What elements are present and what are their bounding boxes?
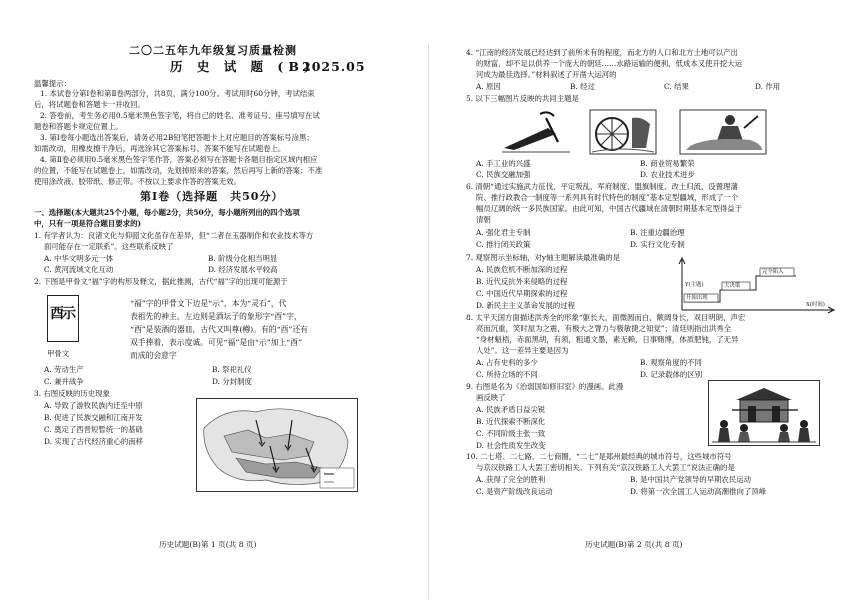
notice-title: 温馨提示： [34,79,71,88]
q2-stem: 2. 下图是甲骨文“福”字的构形及释文，据此推测，古代“福”字的出现可能源于 [34,277,288,286]
q7-axis-y-label: Y(主题) [685,282,704,288]
q10-option-d[interactable]: D. 将第一次全国工人运动高潮推向了顶峰 [630,487,767,496]
q6-stem: 幅员辽阔的统一多民族国家。由此可知，中国古代疆域在清朝时期基本定型得益于 [476,204,743,213]
notice-line: 3. 第Ⅰ卷每小题选出答案后，请务必用2B铅笔把答题卡上对应题目的答案标号涂黑； [40,133,314,142]
q8-option-d[interactable]: D. 记录载体的区别 [640,370,703,379]
page-footer-left: 历史试题(B)第 1 页(共 8 页) [159,540,257,549]
q7-stem: 7. 观察图示坐标轴，对y轴主题解读最准确的是 [466,253,620,262]
q9-option-d[interactable]: D. 社会性质发生改变 [476,441,546,450]
oracle-fu-glyph: 酉示 [50,306,74,322]
q9-cartoon-image [708,380,820,446]
notice-line: 使用涂改液、胶带纸、修正带。不按以上要求作答的答案无效。 [34,177,241,186]
q2-text-line: 双手捧着，表示度诚。可见“福”是由“示”加上“酉” [130,338,303,347]
q3-option-d[interactable]: D. 实现了古代经济重心的南移 [44,437,144,446]
q1-option-b[interactable]: B. 阶级分化相当明显 [208,254,278,263]
page-footer-right: 历史试题(B)第 2 页(共 8 页) [585,540,683,549]
q9-option-a[interactable]: A. 民族矛盾日益尖锐 [476,405,546,414]
migration-map-image [196,398,358,492]
q8-stem: 亮而沉重，笑时屋为之震，有极大之膂力与极敏捷之知觉”；清廷则指出洪秀全 [476,324,732,333]
exam-date: 2025.05 [302,59,366,74]
notice-line: 的位置，不能写在试题卷上，如需改动，先划掉原来的答案，然后再写上新的答案；不准 [34,166,323,175]
exam-subject: 历 史 试 题 (B) [170,59,315,74]
q4-stem: 河成为最佳选择。”材料叙述了开凿大运河的 [476,70,617,79]
q6-option-c[interactable]: C. 推行闭关政策 [476,240,531,249]
q3-option-c[interactable]: C. 奠定了西晋短暂统一的基础 [44,425,143,434]
q4-option-c[interactable]: C. 结果 [664,82,689,91]
notice-line: 1. 本试卷分第Ⅰ卷和第Ⅱ卷两部分，共8页，满分100分。考试用时60分钟，考试结束 [40,89,315,98]
oracle-label: 甲骨文 [47,349,70,358]
farmer-image [680,110,766,154]
plough-image [502,112,570,152]
q2-option-b[interactable]: B. 祭祀礼仪 [212,365,252,374]
q10-option-c[interactable]: C. 是资产阶级改良运动 [476,487,553,496]
q5-option-a[interactable]: A. 手工业的兴盛 [476,159,531,168]
q4-stem: 的财富，却不足以供养一个庞大的朝廷……水路运输的便利、低成本又使开挖大运 [476,59,743,68]
q7-option-a[interactable]: A. 民族危机不断加深的过程 [476,265,568,274]
q5-stem: 5. 以下三幅图片反映的共同主题是 [466,94,579,103]
q9-option-b[interactable]: B. 近代探索不断深化 [476,417,546,426]
q2-option-c[interactable]: C. 兼并战争 [44,377,84,386]
q6-stem: 6. 清朝“通过实施武力征伐、平定叛乱、军府制度、盟旗制度、改土归流、设置理藩 [466,182,738,191]
q7-step-start: 开始出现 [686,295,708,301]
notice-line: 2. 答卷前，考生务必用0.5毫米黑色签字笔，将自己的姓名、准考证号、座号填写在试 [40,111,320,120]
q7-step-middle: 大决策 [724,283,741,289]
q5-pictures [500,108,770,156]
q10-stem: 与京汉铁路工人大罢工密切相关。下列有关“京汉铁路工人大罢工”说法正确的是 [476,463,735,472]
q8-option-b[interactable]: B. 观察角度的不同 [640,358,702,367]
q8-stem: “身材魁梧，赤面黑胡，有须，粗通文墨，素无赖，日事赌博，体质肥钝，了无异 [476,335,739,344]
q2-option-a[interactable]: A. 劳动生产 [44,365,84,374]
q8-option-c[interactable]: C. 所持立场的不同 [476,370,538,379]
q6-stem: 清朝 [476,215,491,224]
q5-option-b[interactable]: B. 商业贸易繁荣 [640,159,695,168]
q7-option-b[interactable]: B. 近代反抗外来侵略的过程 [476,277,568,286]
q2-option-d[interactable]: D. 分封制度 [212,377,252,386]
q10-stem: 10. 二七塔、二七路、二七商圈，“二七”是郑州最经典的城市符号，这些城市符号 [466,452,732,461]
q1-stem: 面可能存在一定联系”。这些联系反映了 [44,242,174,251]
q1-option-a[interactable]: A. 中华文明多元一体 [44,254,114,263]
q1-stem: 1. 有学者认为：良渚文化与仰韶文化虽存在差异，但“二者在玉器制作和农业技术等方 [34,231,314,240]
notice-line: 后，将试题卷和答题卡一并收回。 [34,100,145,109]
q2-text-line: 表祖先的神主。左边则是酒坛子的象形字“酉”字， [130,312,302,321]
q1-option-c[interactable]: C. 黄河流域文化互动 [44,265,114,274]
q2-text-line: “福”字的甲骨文下边是“示”，本为“灵石”，代 [130,299,287,308]
q10-option-a[interactable]: A. 获得了完全的胜利 [476,475,546,484]
q9-option-c[interactable]: C. 不同阶级主张一致 [476,429,546,438]
q6-stem: 院、推行政教合一制度等一系列具有时代特色的制度”基本定型疆域，形成了一个 [476,193,739,202]
q7-step-end: 完全陷入 [762,269,784,275]
notice-line: 题卷和答题卡规定位置上。 [34,122,123,131]
q5-option-c[interactable]: C. 民族交融加强 [476,170,531,179]
q4-option-a[interactable]: A. 原因 [476,82,501,91]
q1-option-d[interactable]: D. 经济发展水平较高 [208,265,278,274]
notice-line: 如需改动，用橡皮擦干净后，再选涂其它答案标号。答案不能写在试题卷上。 [34,144,286,153]
q2-text-line: 而成的会意字 [130,351,177,360]
q9-stem: 画反映了 [476,393,506,402]
q5-option-d[interactable]: D. 农业技术进步 [640,170,695,179]
q4-option-d[interactable]: D. 作用 [755,82,781,91]
q3-option-b[interactable]: B. 促进了民族交融和江南开发 [44,413,143,422]
q10-option-b[interactable]: B. 是中国共产党领导的早期农民运动 [630,475,751,484]
q3-stem: 3. 右图反映的历史现象 [34,389,110,398]
q4-stem: 4. “江南的经济发展已经达到了前所未有的程度，而北方的人口和北方土地可以产出 [466,48,738,57]
q3-option-a[interactable]: A. 导致了游牧民族内迁至中原 [44,401,143,410]
q9-stem: 9. 右图是名为《治弱国如修旧室》的漫画。此漫 [466,382,624,391]
q6-option-b[interactable]: B. 注重边疆治理 [630,228,685,237]
q6-option-d[interactable]: D. 实行文化专制 [630,240,685,249]
waterwheel-image [590,110,656,154]
q6-option-a[interactable]: A. 强化君主专制 [476,228,531,237]
q8-stem: 人处”。这一差异主要是因为 [476,346,569,355]
section-instruction: 一、选择题(本大题共25个小题，每小题2分，共50分，每小题所列出的四个选项 [34,208,300,217]
q8-option-a[interactable]: A. 占有史料的多少 [476,358,538,367]
part1-title: 第Ⅰ卷（选择题 共50分） [140,190,284,203]
q7-option-d[interactable]: D. 新民主主义革命发展的过程 [476,301,576,310]
notice-line: 4. 第Ⅱ卷必须用0.5毫米黑色签字笔作答，答案必须写在答题卡各题目指定区域内相应 [40,155,318,164]
exam-title: 二〇二五年九年级复习质量检测 [129,44,297,57]
section-instruction: 中，只有一项是符合题目要求的) [34,219,141,228]
q2-text-line: “酉”是装酒的器皿，古代又叫尊(樽)。有的“酉”还有 [130,325,308,334]
q8-stem: 8. 太平天国方面描述洪秀全的形象“躯长大，面微圆而白，额阔身长，双目明朗，声宏 [466,313,746,322]
q7-option-c[interactable]: C. 中国近代早期探索的过程 [476,289,568,298]
q7-axis-x-label: X(时间) [806,302,825,308]
page-divider [428,44,429,599]
q4-option-b[interactable]: B. 经过 [570,82,595,91]
